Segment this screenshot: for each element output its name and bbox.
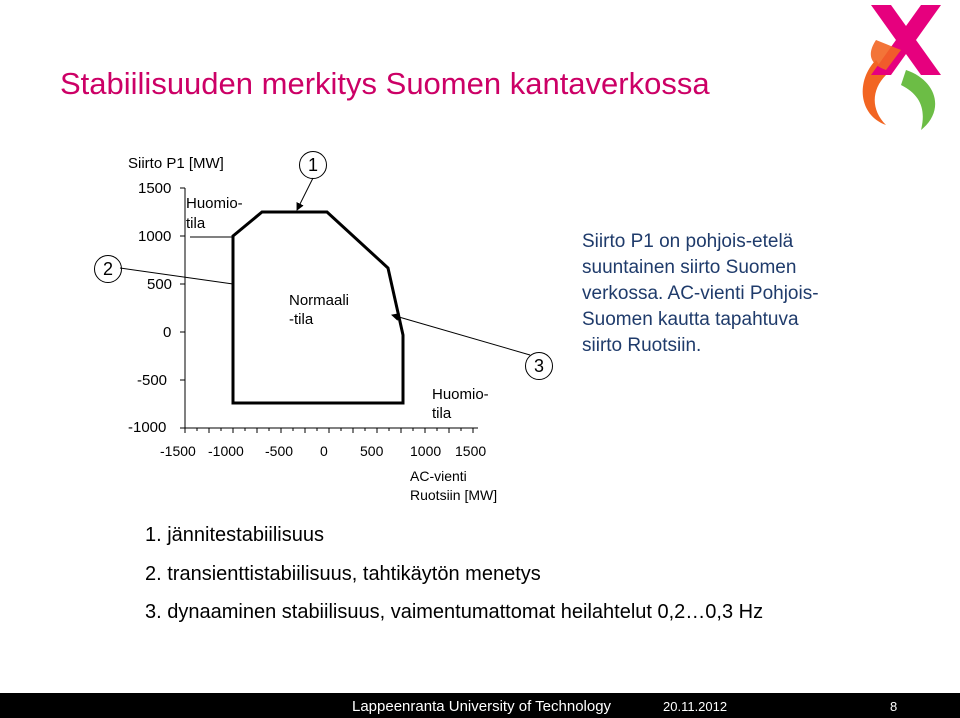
side-line-4: Suomen kautta tapahtuva [582, 309, 799, 330]
y-tick-minus-1000: -1000 [128, 419, 167, 436]
x-tick-minus-500: -500 [265, 443, 294, 459]
slide-title: Stabiilisuuden merkitys Suomen kantaverkossa [60, 66, 710, 101]
pointer-3-arrow [392, 315, 530, 355]
y-tick-minus-500: -500 [137, 372, 168, 389]
y-tick-1000: 1000 [138, 228, 172, 245]
list-item-3: 3. dynaaminen stabiilisuus, vaimentumattomat heilahtelut 0,2…0,3 Hz [145, 601, 764, 623]
list-item-2: 2. transienttistabiilisuus, tahtikäytön menetys [145, 563, 541, 585]
y-axis-ticks [180, 188, 185, 428]
region-bottom-label-2: tila [432, 405, 452, 422]
region-top-label-1: Huomio- [186, 195, 243, 212]
marker-2-circle: 2 [94, 255, 122, 283]
side-line-3: verkossa. AC-vienti Pohjois- [582, 283, 819, 304]
footer-bar [0, 693, 960, 718]
x-tick-500: 500 [360, 443, 384, 459]
side-line-1: Siirto P1 on pohjois-etelä [582, 231, 794, 252]
x-axis-ticks [185, 428, 473, 433]
x-tick-minus-1500: -1500 [160, 443, 196, 459]
side-line-2: suuntainen siirto Suomen [582, 257, 797, 278]
marker-3-circle: 3 [525, 352, 553, 380]
region-normal-label-1: Normaali [289, 292, 350, 309]
footer-page-number: 8 [890, 699, 898, 714]
x-axis-label-2: Ruotsiin [MW] [410, 487, 498, 503]
y-tick-500: 500 [147, 276, 173, 293]
side-description [582, 229, 882, 359]
x-axis-label-1: AC-vienti [410, 468, 467, 484]
y-tick-1500: 1500 [138, 180, 172, 197]
y-axis-label: Siirto P1 [MW] [128, 155, 224, 172]
footer-university: Lappeenranta University of Technology [352, 698, 612, 715]
footer-date: 20.11.2012 [663, 699, 728, 714]
pointer-2-line [120, 268, 233, 284]
region-top-label-2: tila [186, 215, 206, 232]
x-tick-minus-1000: -1000 [208, 443, 244, 459]
x-tick-1500: 1500 [455, 443, 487, 459]
list-item-1: 1. jännitestabiilisuus [145, 524, 324, 546]
side-line-5: siirto Ruotsiin. [582, 335, 702, 356]
marker-1-circle: 1 [299, 151, 327, 179]
region-normal-label-2: -tila [289, 311, 314, 328]
region-bottom-label-1: Huomio- [432, 386, 489, 403]
x-tick-1000: 1000 [410, 443, 442, 459]
pointer-1-arrow [297, 178, 313, 210]
x-tick-0: 0 [320, 443, 328, 459]
y-tick-0: 0 [163, 324, 172, 341]
